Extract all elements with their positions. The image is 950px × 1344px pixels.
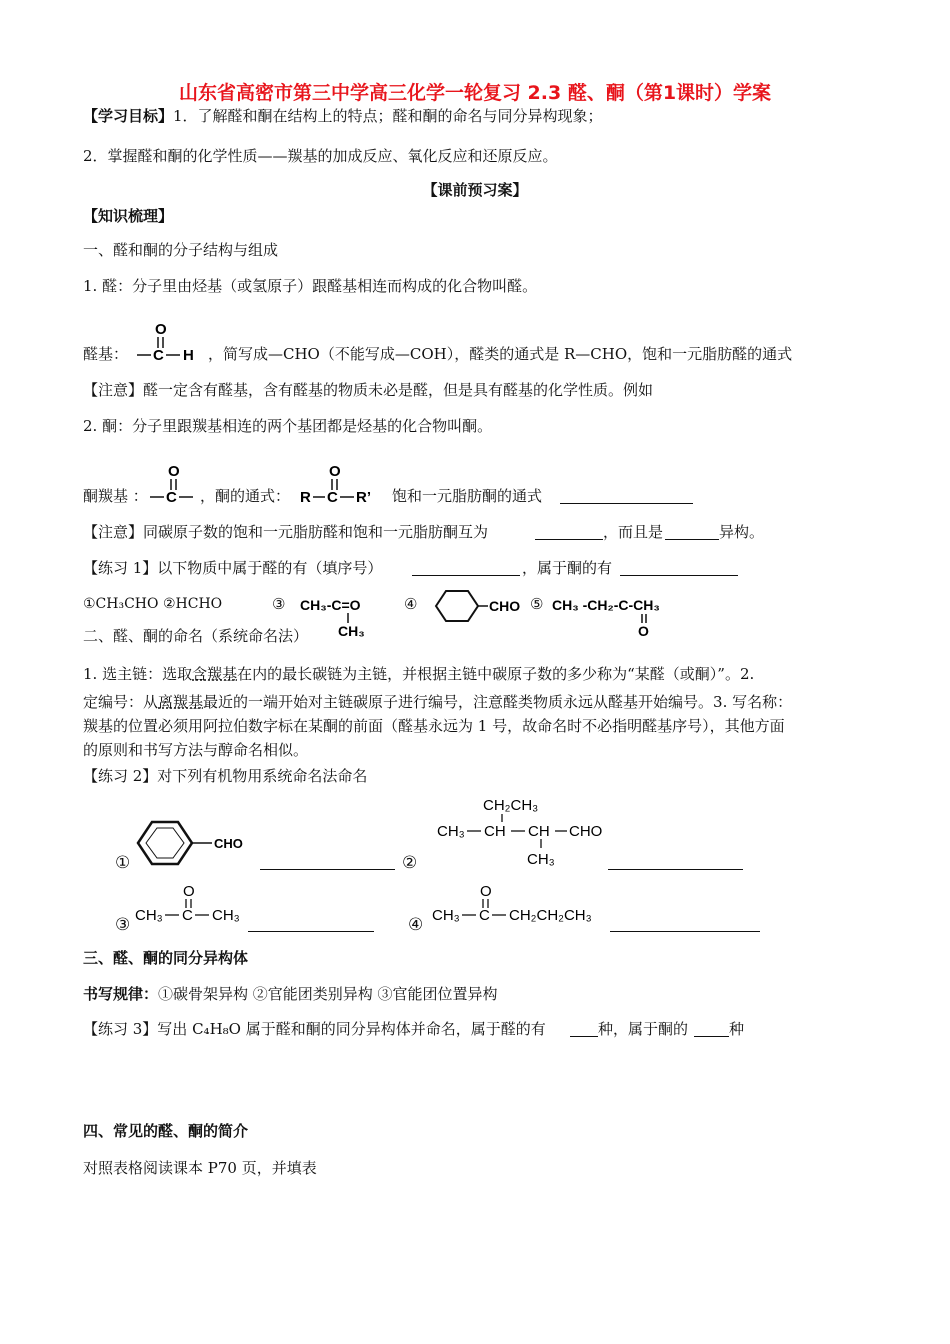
ex2-answer-blank-2[interactable] bbox=[608, 868, 743, 870]
ex2-structure-4 bbox=[430, 880, 610, 930]
aldehyde-group-text: ，简写成—CHO（不能写成—COH），醛类的通式是 R—CHO，饱和一元脂肪醛的通式 bbox=[208, 345, 793, 363]
exercise-1-part-b: ，属于酮的有 bbox=[522, 559, 613, 577]
ex2-s3-ch3-right: CH₃ bbox=[212, 907, 240, 924]
exercise-1-aldehyde-blank[interactable] bbox=[412, 574, 520, 576]
naming-rule-1a: 1. 选主链：选取 bbox=[83, 665, 193, 683]
exercise-1-option-4-number: ④ bbox=[404, 595, 418, 613]
ex2-answer-blank-1[interactable] bbox=[260, 868, 395, 870]
ketone-r-atom: R bbox=[300, 489, 311, 506]
exercise-3-part-b: 种，属于酮的 bbox=[598, 1020, 689, 1038]
naming-rule-2-emphasis: 离羰基 bbox=[158, 693, 204, 711]
section3-heading: 三、醛、酮的同分异构体 bbox=[83, 949, 249, 967]
ketone-definition: 2. 酮：分子里跟羰基相连的两个基团都是烃基的化合物叫酮。 bbox=[83, 417, 493, 435]
preview-header: 【课前预习案】 bbox=[422, 181, 528, 199]
objectives-line-1 bbox=[83, 106, 603, 126]
note-2-part-c: 异构。 bbox=[719, 523, 765, 541]
naming-rule-line-4: 的原则和书写方法与醇命名相似。 bbox=[83, 741, 309, 759]
section4-heading: 四、常见的醛、酮的简介 bbox=[83, 1122, 249, 1140]
exercise-2-prompt: 【练习 2】对下列有机物用系统命名法命名 bbox=[83, 767, 368, 785]
naming-rule-line-1 bbox=[83, 664, 754, 684]
knowledge-header: 【知识梳理】 bbox=[83, 207, 174, 225]
aldehyde-c-atom: C bbox=[153, 347, 164, 364]
opt5-chain: CH₃ -CH₂-C-CH₃ bbox=[552, 597, 660, 613]
exercise-1-option-5-structure bbox=[550, 590, 700, 640]
opt3-formula: CH₃-C=O bbox=[300, 597, 361, 613]
ex2-s2-ch3-left: CH₃ bbox=[437, 823, 465, 840]
ex2-number-4: ④ bbox=[408, 915, 424, 935]
page-title: 山东省高密市第三中学高三化学一轮复习 2.3 醛、酮（第1课时）学案 bbox=[178, 82, 772, 104]
ketone-general-formula bbox=[298, 460, 393, 510]
aldehyde-h-atom: H bbox=[183, 347, 194, 364]
ketone-saturated-formula: 饱和一元脂肪酮的通式 bbox=[392, 487, 543, 505]
objectives-label: 【学习目标】 bbox=[83, 107, 174, 125]
ex2-s2-ch-2: CH bbox=[528, 823, 550, 840]
exercise-3-part-a: 【练习 3】写出 C₄H₈O 属于醛和酮的同分异构体并命名，属于醛的有 bbox=[83, 1020, 546, 1038]
ketone-c-atom: C bbox=[327, 489, 338, 506]
ex2-s4-ch3: CH₃ bbox=[432, 907, 460, 924]
ex2-s1-cho: CHO bbox=[214, 836, 243, 851]
ex2-s4-propyl: CH₂CH₂CH₃ bbox=[509, 907, 592, 924]
note-2-blank-1[interactable] bbox=[535, 538, 603, 540]
note-2-part-b: ，而且是 bbox=[603, 523, 664, 541]
section2-heading: 二、醛、酮的命名（系统命名法） bbox=[83, 627, 309, 645]
benzene-ring-icon bbox=[436, 591, 478, 621]
ex2-s4-c-atom: C bbox=[479, 907, 490, 924]
ex2-structure-3 bbox=[133, 880, 253, 930]
naming-rule-2a: 定编号：从 bbox=[83, 693, 159, 711]
note-2-blank-2[interactable] bbox=[665, 538, 719, 540]
ex2-s4-o-atom: O bbox=[480, 883, 492, 900]
exercise-1-option-2: ②HCHO bbox=[163, 596, 223, 612]
ketone-saturated-blank[interactable] bbox=[560, 502, 693, 504]
opt4-cho: CHO bbox=[489, 598, 521, 614]
note-1: 【注意】醛一定含有醛基，含有醛基的物质未必是醛，但是具有醛基的化学性质。例如 bbox=[83, 381, 654, 399]
ex2-number-1: ① bbox=[115, 853, 131, 873]
ex2-number-3: ③ bbox=[115, 915, 131, 935]
objective-1: 1．了解醛和酮在结构上的特点；醛和酮的命名与同分异构现象； bbox=[173, 107, 603, 125]
opt5-o-atom: O bbox=[638, 623, 649, 639]
exercise-1-option-1: ①CH₃CHO bbox=[83, 596, 159, 612]
ex2-structure-1 bbox=[130, 818, 260, 868]
ex2-number-2: ② bbox=[402, 853, 418, 873]
carbonyl-o-atom: O bbox=[168, 463, 180, 480]
isomer-rule-text: ①碳骨架异构 ②官能团类别异构 ③官能团位置异构 bbox=[158, 985, 498, 1003]
exercise-1-part-a: 【练习 1】以下物质中属于醛的有（填序号） bbox=[83, 559, 383, 577]
naming-rule-1b: 在内的最长碳链为主链，并根据主链中碳原子数的多少称为“某醛（或酮）”。2. bbox=[237, 665, 755, 683]
carbonyl-label: 酮羰基 ： bbox=[83, 487, 148, 505]
ex2-structure-2 bbox=[435, 792, 615, 870]
ex2-benzene-inner-icon bbox=[146, 828, 184, 858]
note-2-part-a: 【注意】同碳原子数的饱和一元脂肪醛和饱和一元脂肪酮互为 bbox=[83, 523, 489, 541]
exercise-1-option-4-structure bbox=[426, 586, 526, 626]
exercise-1-option-5-number: ⑤ bbox=[530, 595, 544, 613]
isomer-rule-label: 书写规律： bbox=[83, 985, 159, 1003]
ex2-s3-o-atom: O bbox=[183, 883, 195, 900]
ketone-r-prime-atom: R’ bbox=[356, 489, 371, 506]
isomer-rule bbox=[83, 984, 498, 1004]
carbonyl-c-atom: C bbox=[166, 489, 177, 506]
ex2-s3-c-atom: C bbox=[182, 907, 193, 924]
carbonyl-structure bbox=[148, 460, 203, 510]
exercise-1-option-3-structure bbox=[298, 590, 388, 640]
exercise-3-aldehyde-count-blank[interactable] bbox=[570, 1035, 598, 1037]
ex2-s2-ch3-bottom: CH₃ bbox=[527, 851, 555, 868]
naming-rule-1-emphasis: 含羰基 bbox=[192, 665, 238, 683]
aldehyde-o-atom: O bbox=[155, 321, 167, 338]
ex2-answer-blank-4[interactable] bbox=[610, 930, 760, 932]
ketone-o-atom: O bbox=[329, 463, 341, 480]
section1-heading: 一、醛和酮的分子结构与组成 bbox=[83, 241, 279, 259]
opt3-ch3: CH₃ bbox=[338, 623, 365, 639]
objective-2: 2．掌握醛和酮的化学性质——羰基的加成反应、氧化反应和还原反应。 bbox=[83, 147, 558, 165]
naming-rule-2b: 最近的一端开始对主链碳原子进行编号，注意醛类物质永远从醛基开始编号。3. 写名称： bbox=[203, 693, 793, 711]
aldehyde-group-structure bbox=[135, 318, 205, 368]
ex2-s2-ch-1: CH bbox=[484, 823, 506, 840]
aldehyde-definition: 1. 醛：分子里由烃基（或氢原子）跟醛基相连而构成的化合物叫醛。 bbox=[83, 277, 538, 295]
exercise-3-ketone-count-blank[interactable] bbox=[694, 1035, 729, 1037]
ketone-formula-label: ，酮的通式： bbox=[200, 487, 291, 505]
ex2-s3-ch3-left: CH₃ bbox=[135, 907, 163, 924]
exercise-3-part-c: 种 bbox=[729, 1020, 745, 1038]
exercise-1-ketone-blank[interactable] bbox=[620, 574, 738, 576]
naming-rule-line-2 bbox=[83, 692, 792, 712]
ex2-s2-ethyl: CH₂CH₃ bbox=[483, 797, 539, 814]
naming-rule-line-3: 羰基的位置必须用阿拉伯数字标在某酮的前面（醛基永远为 1 号，故命名时不必指明醛基序号），其他方面 bbox=[83, 717, 785, 735]
ex2-s2-cho: CHO bbox=[569, 823, 603, 840]
exercise-1-option-3-number: ③ bbox=[272, 595, 286, 613]
aldehyde-group-label: 醛基： bbox=[83, 345, 129, 363]
section4-text: 对照表格阅读课本 P70 页，并填表 bbox=[83, 1159, 317, 1177]
ex2-answer-blank-3[interactable] bbox=[248, 930, 374, 932]
